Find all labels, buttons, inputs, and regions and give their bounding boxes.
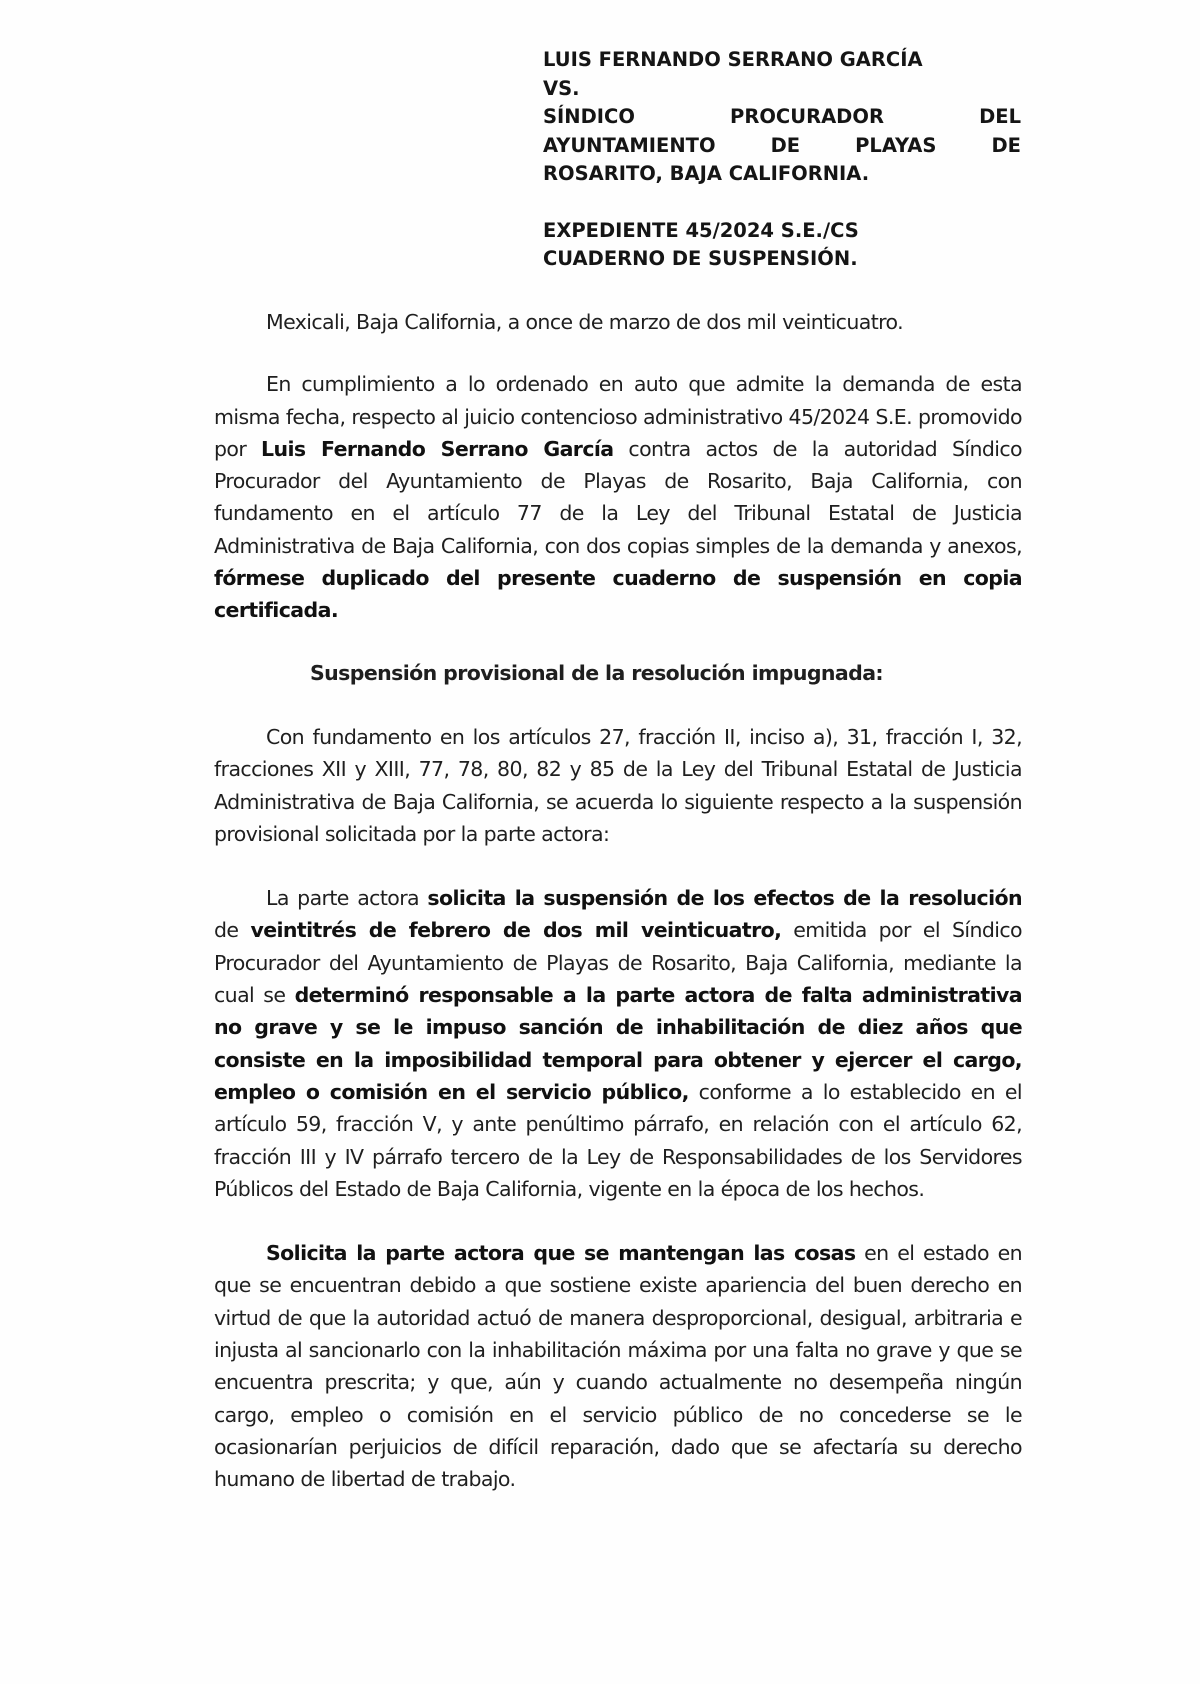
text-run: contra actos de la autoridad Síndico Procurador del Ayuntamiento de Playas de Rosarito, Baja California, con fundamento en el artículo 77 de la Ley del Tribunal Estatal de Justicia Administrativa de Baja California, con dos copias simples de la demanda y anexos,	[214, 436, 1022, 558]
defendant-word: SÍNDICO	[543, 105, 635, 128]
text-run: de	[214, 918, 251, 943]
defendant-line-2	[543, 132, 1021, 161]
paragraph-request	[214, 882, 1022, 1205]
defendant-word: DE	[770, 133, 801, 157]
plaintiff-name: LUIS FERNANDO SERRANO GARCÍA	[543, 48, 923, 71]
defendant-line-3: ROSARITO, BAJA CALIFORNIA.	[543, 162, 870, 185]
defendant-word: DEL	[979, 105, 1021, 128]
resolution-date-bold: veintitrés de febrero de dos mil veinticuatro,	[250, 918, 782, 943]
case-header	[543, 46, 1021, 274]
text-run: emitida por el Síndico Procurador del Ayuntamiento de Playas de Rosarito, Baja California, mediante la cual se	[214, 918, 1022, 1008]
paragraph-legal-basis: Con fundamento en los artículos 27, fracción II, inciso a), 31, fracción I, 32, fracciones XII y XIII, 77, 78, 80, 82 y 85 de la Ley del Tribunal Estatal de Justicia Administrativa de Baja California, se acuerda lo siguiente respecto a la suspensión provisional solicitada por la parte actora:	[214, 724, 1022, 846]
paragraph-admission	[214, 368, 1022, 626]
versus-label: VS.	[543, 76, 580, 100]
order-bold: fórmese duplicado del presente cuaderno de suspensión en copia certificada.	[214, 566, 1022, 623]
sanction-bold: determinó responsable a la parte actora de falta administrativa no grave y se le impuso sanción de inhabilitación de diez años que consiste en la imposibilidad temporal para obtener y ejercer el cargo, empleo o comisión en el servicio público,	[214, 983, 1022, 1104]
plaintiff-name-bold: Luis Fernando Serrano García	[261, 436, 614, 461]
case-number: EXPEDIENTE 45/2024 S.E./CS	[543, 218, 859, 242]
defendant-word: PROCURADOR	[730, 105, 884, 128]
text-run: conforme a lo establecido en el artículo 59, fracción V, y ante penúltimo párrafo, en relación con el artículo 62, fracción III y IV párrafo tercero de la Ley de Responsabilidades de los Servidores Públicos del Estado de Baja California, vigente en la época de los hechos.	[214, 1079, 1023, 1201]
paragraph-arguments	[214, 1237, 1022, 1495]
defendant-word: DE	[991, 133, 1021, 157]
defendant-line-1	[543, 103, 1021, 132]
request-bold: solicita la suspensión de los efectos de la resolución	[427, 886, 1022, 911]
document-body	[214, 306, 1022, 1496]
text-run: En cumplimiento a lo ordenado en auto que admite la demanda de esta misma fecha, respecto al juicio contencioso administrativo 45/2024 S.E. promovido por	[214, 372, 1022, 461]
case-notebook-label: CUADERNO DE SUSPENSIÓN.	[543, 247, 858, 270]
section-heading: Suspensión provisional de la resolución impugnada:	[310, 660, 884, 685]
header-spacer	[543, 189, 1021, 217]
defendant-word: AYUNTAMIENTO	[543, 133, 716, 157]
defendant-word: PLAYAS	[855, 133, 937, 157]
request-status-quo-bold: Solicita la parte actora que se mantengan las cosas	[266, 1241, 856, 1266]
text-run: en el estado en que se encuentran debido a que sostiene existe apariencia del buen derecho en virtud de que la autoridad actuó de manera desproporcional, desigual, arbitraria e injusta al sancionarlo con la inhabilitación máxima por una falta no grave y que se encuentra prescrita; y que, aún y cuando actualmente no desempeña ningún cargo, empleo o comisión en el servicio público de no concederse se le ocasionarían perjuicios de difícil reparación, dado que se afectaría su derecho humano de libertad de trabajo.	[214, 1241, 1022, 1492]
date-line: Mexicali, Baja California, a once de marzo de dos mil veinticuatro.	[266, 310, 904, 334]
text-run: La parte actora	[266, 886, 428, 911]
